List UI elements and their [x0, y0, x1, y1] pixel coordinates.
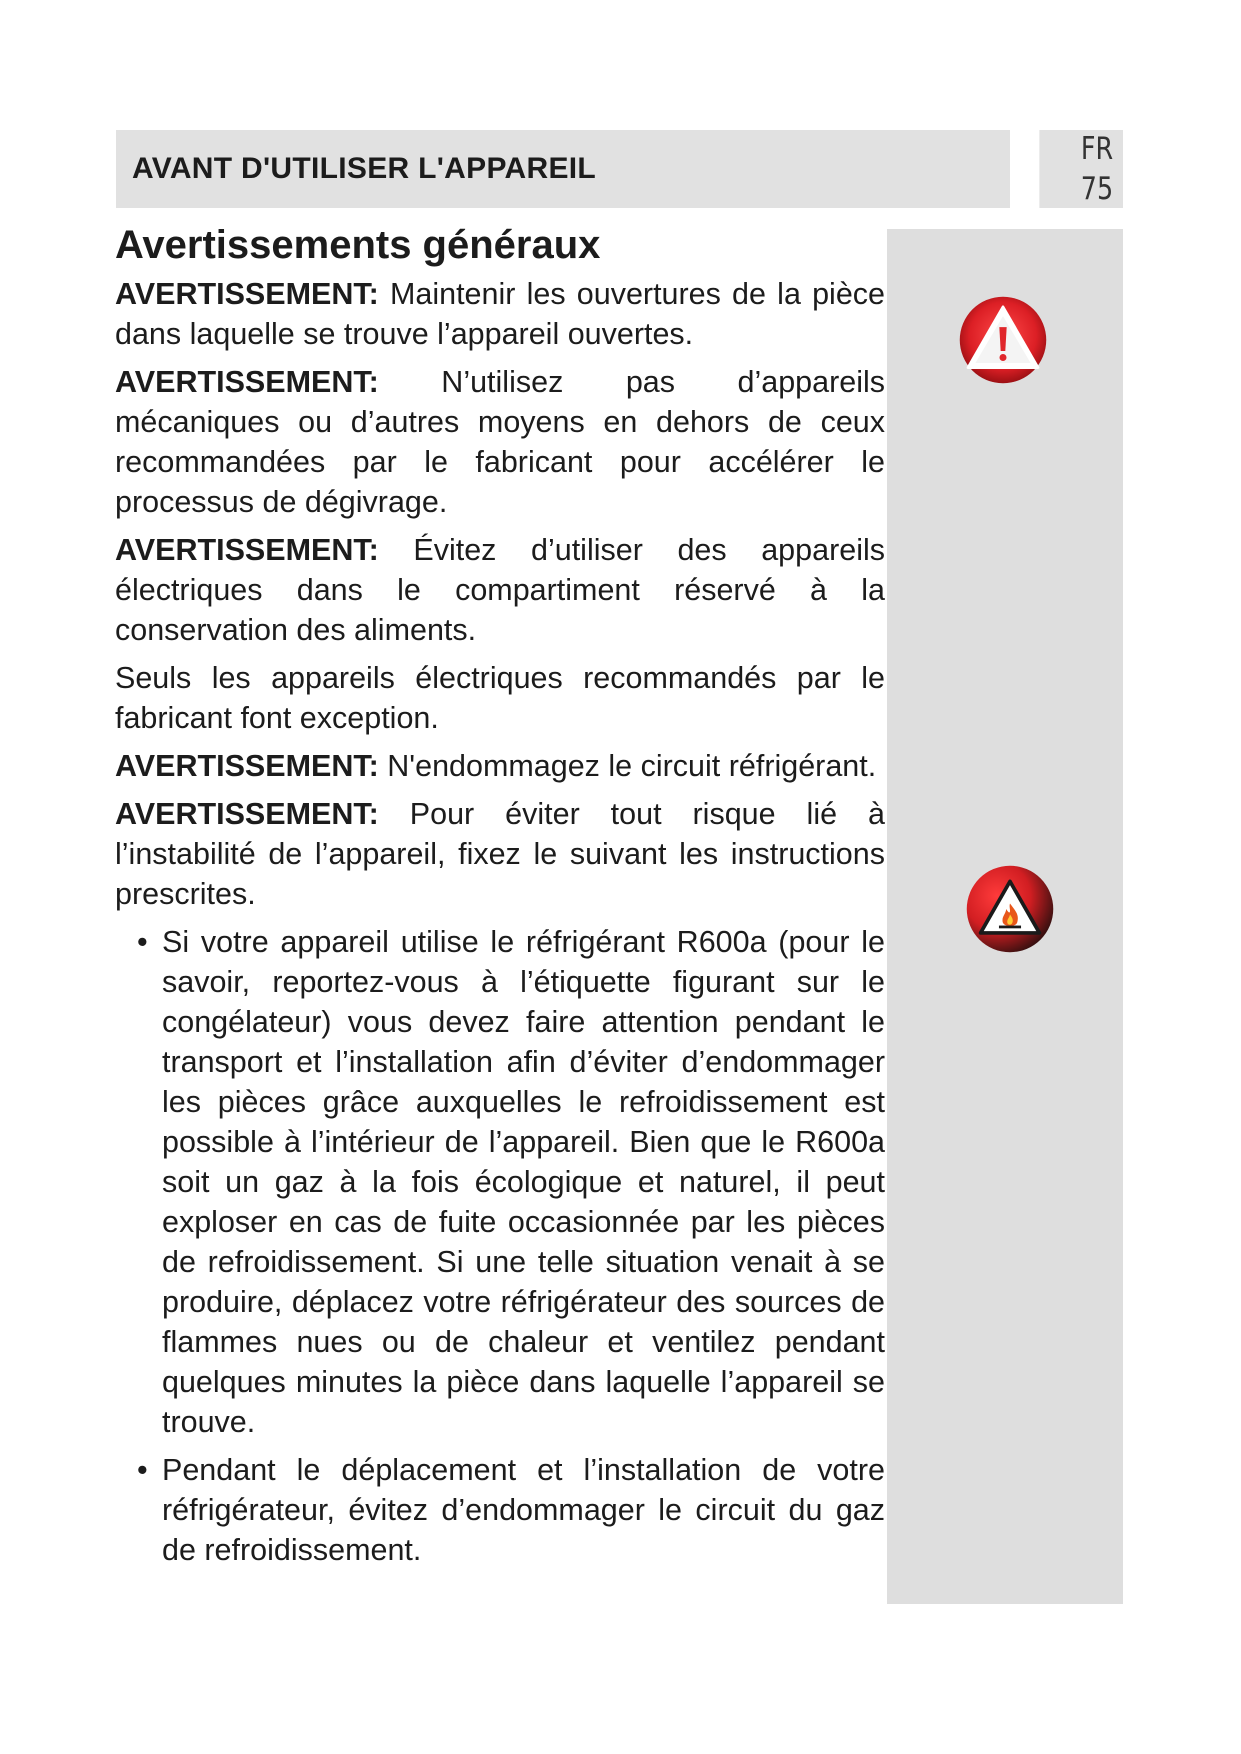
bullet-text: Si votre appareil utilise le réfrigérant R600a (pour le savoir, reportez-vous à l’étiquette figurant sur le congélateur) vous devez faire attention pendant le transport et l’installation afin d’éviter d’endommager les pièces grâce auxquelles le refroidissement est possible à l’intérieur de l’appareil. Bien que le R600a soit un gaz à la fois écologique et naturel, il peut exploser en cas de fuite occasionnée par les pièces de refroidissement. Si une telle situation venait à se produire, déplacez votre réfrigérateur des sources de flammes nues ou de chaleur et ventilez pendant quelques minutes la pièce dans laquelle l’appareil se trouve.: [162, 925, 885, 1439]
warning-paragraph: [115, 794, 885, 914]
warning-text: Évitez d’utiliser des appareils électriques dans le compartiment réservé à la conservation des aliments.: [115, 533, 885, 647]
section-title: Avertissements généraux: [115, 223, 601, 267]
page-marker: [1039, 130, 1123, 208]
bullet-text: Pendant le déplacement et l’installation de votre réfrigérateur, évitez d’endommager le circuit du gaz de refroidissement.: [162, 1453, 885, 1567]
warning-paragraph: [115, 746, 885, 786]
warning-label: AVERTISSEMENT:: [115, 533, 379, 567]
bullet-mark: •: [137, 925, 148, 959]
warning-label: AVERTISSEMENT:: [115, 365, 379, 399]
warning-paragraph: [115, 362, 885, 522]
warning-label: AVERTISSEMENT:: [115, 277, 379, 311]
header-title: AVANT D'UTILISER L'APPAREIL: [132, 152, 597, 185]
note-paragraph: [115, 658, 885, 738]
warning-text: N'endommagez le circuit réfrigérant.: [378, 749, 877, 783]
list-item: [115, 922, 885, 1442]
section-header-bar: [116, 130, 1010, 208]
page-number: 75: [1080, 171, 1114, 207]
warning-triangle-icon: [957, 294, 1049, 386]
flammable-fire-icon: [964, 863, 1056, 955]
language-code: FR: [1080, 131, 1114, 167]
warning-label: AVERTISSEMENT:: [115, 797, 379, 831]
warning-text: Seuls les appareils électriques recommandés par le fabricant font exception.: [115, 661, 885, 735]
warning-text: Pour éviter tout risque lié à l’instabilité de l’appareil, fixez le suivant les instructions prescrites.: [115, 797, 885, 911]
bullet-mark: •: [137, 1453, 148, 1487]
warning-text: N’utilisez pas d’appareils mécaniques ou d’autres moyens en dehors de ceux recommandées par le fabricant pour accélérer le processus de dégivrage.: [115, 365, 885, 519]
warning-text: Maintenir les ouvertures de la pièce dans laquelle se trouve l’appareil ouvertes.: [115, 277, 885, 351]
warning-paragraph: [115, 274, 885, 354]
warning-paragraph: [115, 530, 885, 650]
warning-label: AVERTISSEMENT:: [115, 749, 379, 783]
list-item: [115, 1450, 885, 1570]
main-content: [115, 220, 885, 1578]
bullet-list: [115, 922, 885, 1570]
